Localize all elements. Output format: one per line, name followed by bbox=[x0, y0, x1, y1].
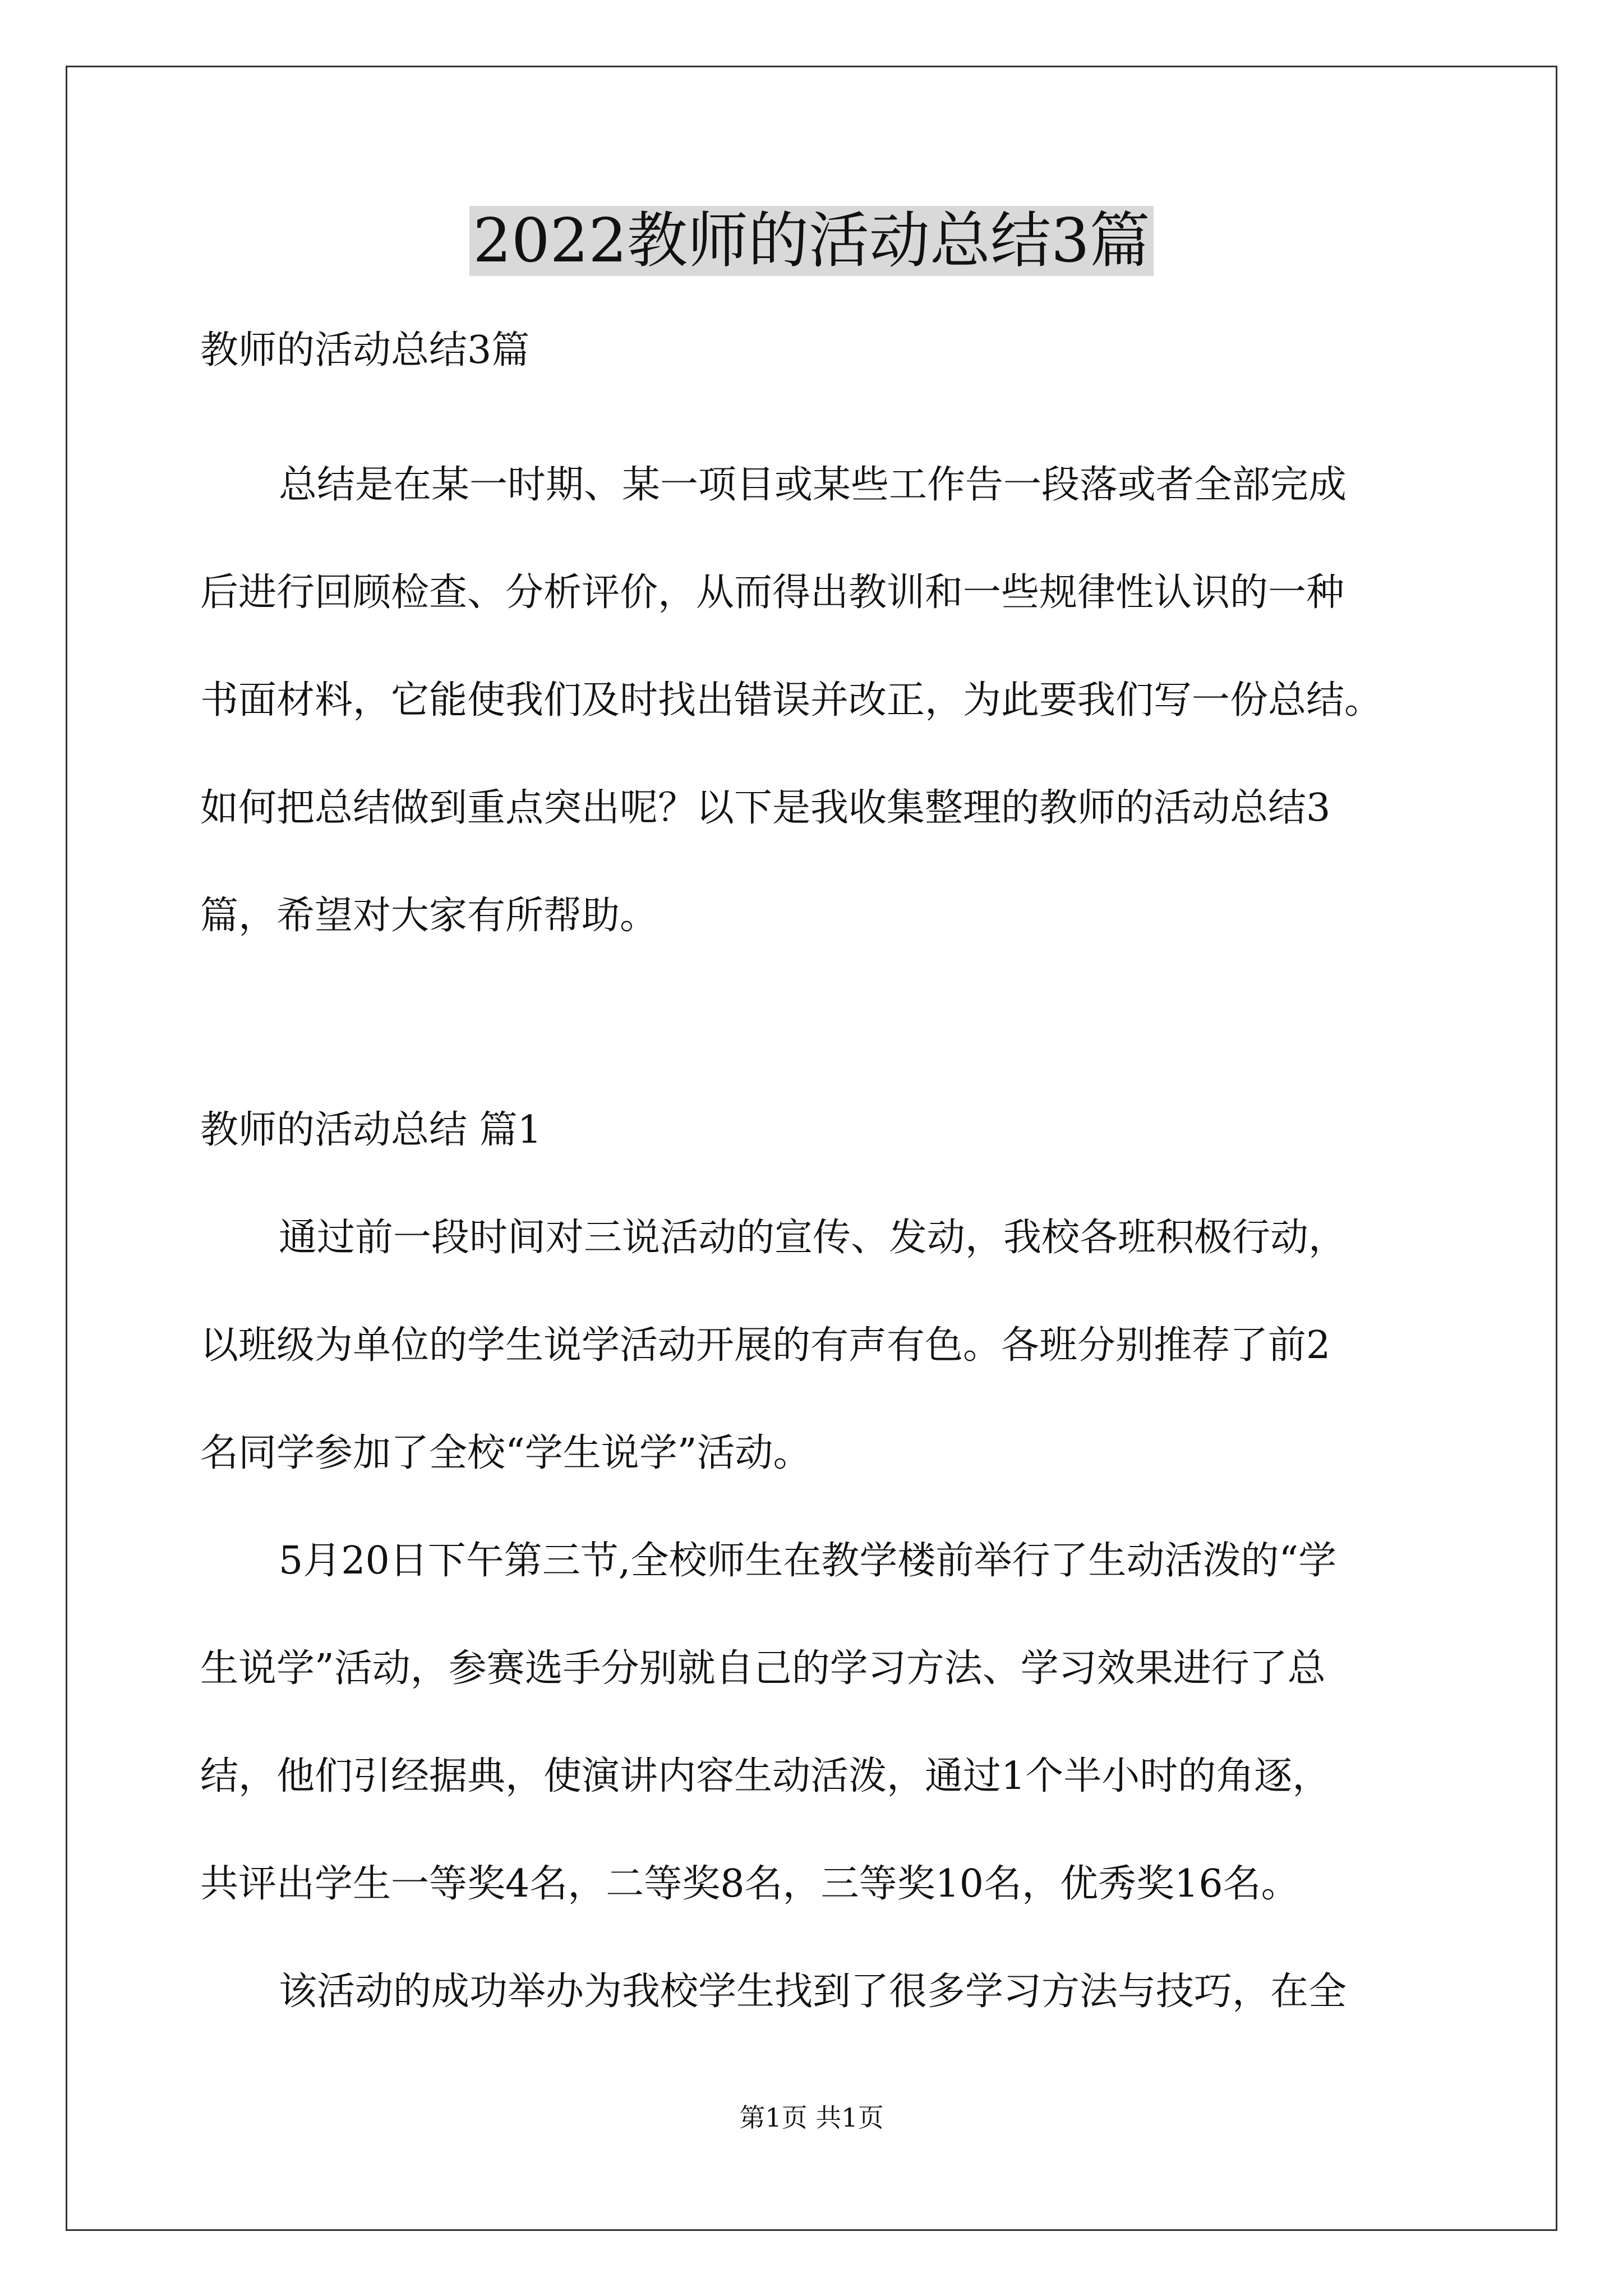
section-heading: 教师的活动总结 篇1 bbox=[200, 1108, 542, 1152]
section-line: 结，他们引经据典，使演讲内容生动活泼，通过1个半小时的角逐， bbox=[200, 1754, 1331, 1798]
section-line: 通过前一段时间对三说活动的宣传、发动，我校各班积极行动， bbox=[279, 1216, 1347, 1260]
section-line: 生说学”活动，参赛选手分别就自己的学习方法、学习效果进行了总 bbox=[200, 1646, 1326, 1691]
intro-line: 后进行回顾检查、分析评价，从而得出教训和一些规律性认识的一种 bbox=[200, 570, 1345, 615]
section-line: 该活动的成功举办为我校学生找到了很多学习方法与技巧，在全 bbox=[279, 1970, 1347, 2014]
section-line: 以班级为单位的学生说学活动开展的有声有色。各班分别推荐了前2 bbox=[200, 1323, 1331, 1368]
intro-line: 总结是在某一时期、某一项目或某些工作告一段落或者全部完成 bbox=[279, 463, 1347, 507]
intro-line: 书面材料，它能使我们及时找出错误并改正，为此要我们写一份总结。 bbox=[200, 678, 1383, 723]
intro-line: 如何把总结做到重点突出呢？以下是我收集整理的教师的活动总结3 bbox=[200, 786, 1331, 830]
section-line: 共评出学生一等奖4名，二等奖8名，三等奖10名，优秀奖16名。 bbox=[200, 1862, 1299, 1906]
page-footer: 第1页 共1页 bbox=[739, 2102, 884, 2133]
intro-line: 篇，希望对大家有所帮助。 bbox=[200, 894, 658, 938]
section-line: 名同学参加了全校“学生说学”活动。 bbox=[200, 1431, 811, 1475]
section-line: 5月20日下午第三节,全校师生在教学楼前举行了生动活泼的“学 bbox=[279, 1539, 1337, 1583]
document-subtitle: 教师的活动总结3篇 bbox=[200, 328, 530, 372]
document-title: 2022教师的活动总结3篇 bbox=[0, 199, 1623, 283]
